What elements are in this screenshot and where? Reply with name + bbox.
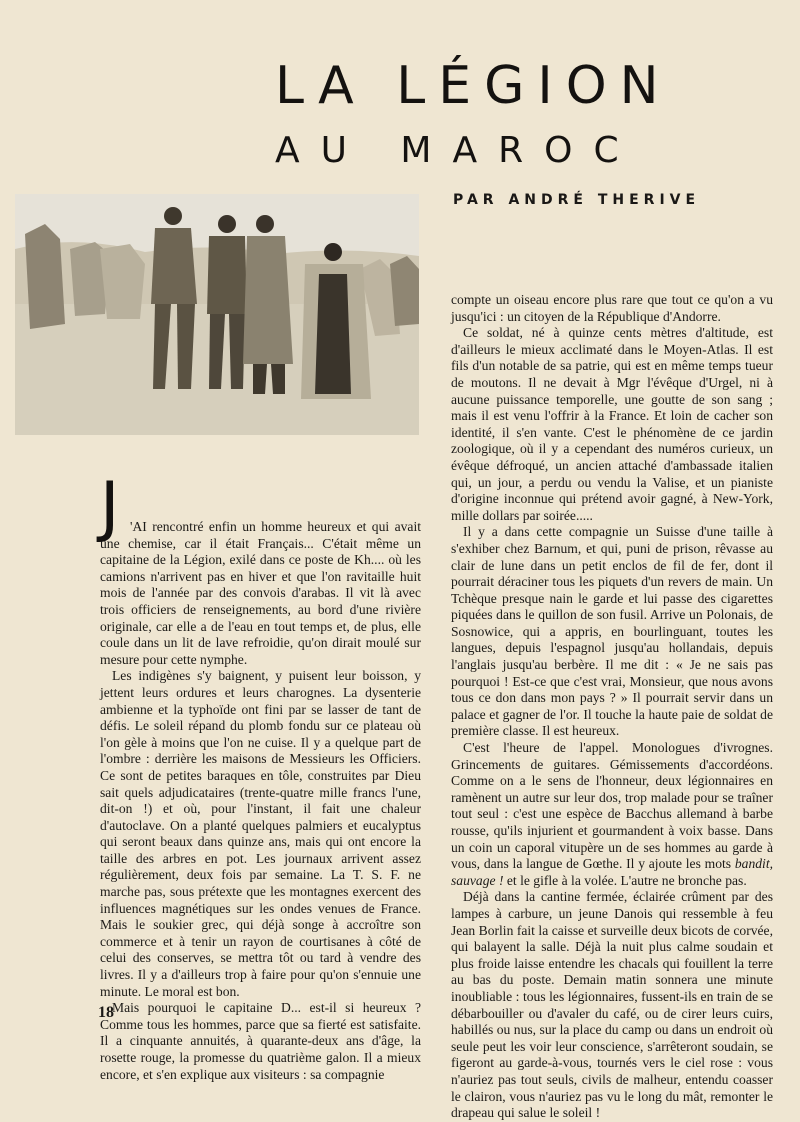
paragraph: 'AI rencontré enfin un homme heureux et qui avait une chemise, car il était Français... C'était même un capitaine de la Légion, exilé dans ce poste de Kh.... où les camions n'arrivent pas en hiver et que l'on ravitaille huit mois de l'année par des convois d'arabas. Il vit là avec trois officiers de renseignements, au bord d'une rivière originale, car elle a de l'eau en tout temps et, de plus, elle coule dans un lit de lave refroidie, qu'on dirait moulé sur mesure pour cette nymphe.	[100, 519, 421, 667]
paragraph	[451, 740, 773, 889]
article-subtitle: AU MAROC	[275, 130, 640, 171]
legionnaires-photo	[15, 194, 419, 435]
paragraph: compte un oiseau encore plus rare que tout ce qu'on a vu jusqu'ici : un citoyen de la République d'Andorre.	[451, 292, 773, 324]
paragraph: Déjà dans la cantine fermée, éclairée crûment par des lampes à carbure, un jeune Danois qui ressemble à feu Jean Borlin fait la caisse et surveille deux bicots de corvée, qui balayent la salle. Déjà la nuit plus calme soudain et plus froide laisse entendre les chacals qui fouillent la terre au bas du poste. Demain matin sonnera une minute inoubliable : tous les légionnaires, fussent-ils en train de se débarbouiller ou d'avaler du café, ou de cirer leurs cuirs, habillés ou nus, sur la place du camp ou dans un endroit où seule peut les voir leur conscience, s'arrêteront soudain, se figeront au garde-à-vous, tournés vers le ciel rose : vous n'auriez pas tout seuls, civils de malheur, entendu coasser le clairon, vous n'auriez pas vu le long du mât, remonter le drapeau qui salue le soleil !	[451, 889, 773, 1121]
paragraph: Les indigènes s'y baignent, y puisent leur boisson, y jettent leurs ordures et leurs charognes. La dysenterie ambienne et la typhoïde ont fini par se lasser de tant de défis. Le soleil répand du plomb fondu sur ce plateau où l'on gèle à moins que l'on ne cuise. Il y a quelque part de l'ombre : derrière les maisons de Messieurs les Officiers. Ce sont de petites baraques en tôle, construites par Dieu sait quels adjudicataires (trente-quatre mille francs l'une, dit-on !) et où, pour l'instant, il fait une chaleur d'autoclave. On a planté quelques palmiers et eucalyptus qui seront beaux dans quinze ans, mais qui ont encore la taille des arbres en pot. Les journaux arrivent assez régulièrement, deux fois par semaine. La T. S. F. ne marche pas, sous prétexte que les montagnes exercent des influences magnétiques sur les ondes venues de France. Mais le soukier grec, qui déjà songe à accroître son commerce et à tenir un rayon de courtisanes à côté de celui des conserves, se mettra tôt ou tard à vendre des livres. Il y a d'ailleurs trop à faire pour qu'on s'ennuie une minute. Le moral est bon.	[100, 668, 421, 999]
drop-cap: J	[100, 468, 120, 545]
article-title: LA LÉGION	[275, 56, 672, 116]
article-column-left	[100, 519, 421, 1083]
paragraph: Ce soldat, né à quinze cents mètres d'altitude, est d'ailleurs le mieux acclimaté dans le Moyen-Atlas. Il est fils d'un notable de sa patrie, qui est en même temps tueur de moutons. Il ne devait à Mgr l'évêque d'Urgel, ni à aucune puissance temporelle, une goutte de son sang ; mais il est venu l'offrir à la France. Et loin de cacher son identité, il s'en vante. C'est le phénomène de ce jardin zoologique, où il y a cependant des numéros curieux, un évêque défroqué, un ancien attaché d'ambassade italien qui, un jour, a perdu ou vendu la Valise, et un pianiste d'origine inconnue qui prétend avoir gagné, à New-York, mille dollars par soirée.....	[451, 325, 773, 523]
paragraph: Il y a dans cette compagnie un Suisse d'une taille à s'exhiber chez Barnum, et qui, puni de prison, rêvasse au clair de lune dans un petit enclos de fil de fer, dont il pourrait déraciner tous les piquets d'un revers de main. Un Tchèque presque nain le garde et lui passe des cigarettes piquées dans le quillon de son fusil. Arrive un Polonais, de Sosnowice, qui a appris, en bourlinguant, toutes les langues, depuis l'espagnol jusqu'au hollandais, depuis l'anglais jusqu'au berbère. Il me dit : « Je ne sais pas pourquoi ! Est-ce que c'est vrai, Monsieur, que nous avons tous ce don dans mon pays ? » Il pourrait servir dans un palace et gagner de l'or. Il touche la haute paie de soldat de première classe. Il est heureux.	[451, 524, 773, 739]
page-number: 18	[98, 1004, 114, 1021]
article-column-right	[451, 292, 773, 1122]
byline: PAR ANDRÉ THERIVE	[453, 192, 701, 208]
paragraph-end: et le gifle à la volée. L'autre ne bronche pas.	[503, 872, 747, 888]
paragraph: Mais pourquoi le capitaine D... est-il si heureux ? Comme tous les hommes, parce que sa fierté est satisfaite. Il a cinquante annuités, à quarante-deux ans d'âge, la rosette rouge, la promesse du quatrième galon. Il a mieux encore, et s'en explique aux visiteurs : sa compagnie	[100, 1000, 421, 1082]
paragraph-text: C'est l'heure de l'appel. Monologues d'ivrognes. Grincements de guitares. Gémissements d'accordéons. Comme on a le sens de l'honneur, deux légionnaires en ramènent un autre sur leur dos, trop malade pour se traîner tout seul : c'est une espèce de Bacchus allemand à barbe rousse, qu'ils injurient et gourmandent à voix basse. Dans un coin un caporal vitupère un de ses hommes au garde à vous, dans la langue de Gœthe. Il y ajoute les mots	[451, 740, 773, 872]
italic-words: bandit, sauvage !	[451, 856, 773, 888]
